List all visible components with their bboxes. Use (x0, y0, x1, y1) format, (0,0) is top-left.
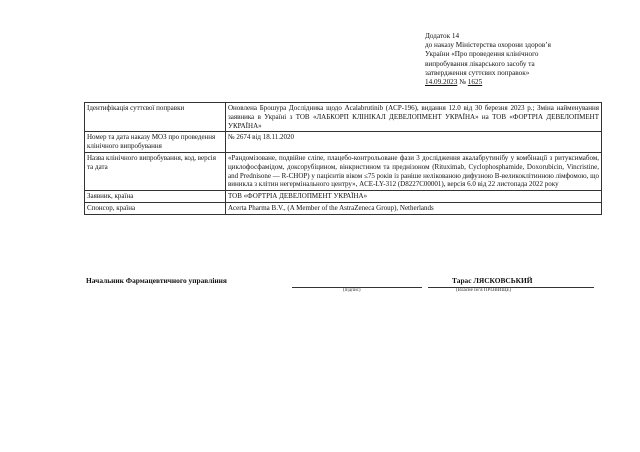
row-value: № 2674 від 18.11.2020 (226, 132, 602, 153)
order-date: 14.09.2023 (425, 78, 458, 87)
row-value: Оновлена Брошура Дослідника щодо Acalabrutinib (ACP-196), видання 12.0 від 30 березня 2023 р.; Зміна найменування заявника в Україні з ТОВ «ЛАБКОРП КЛІНІКАЛ ДЕВЕЛОПМЕНТ УКРАЇНА» на ТОВ «ФОРТРІА ДЕВЕЛОПМЕНТ УКРАЇНА» (226, 103, 602, 132)
row-label: Назва клінічного випробування, код, версія та дата (85, 152, 226, 190)
row-label: Спонсор, країна (85, 202, 226, 214)
table-row (85, 152, 602, 190)
row-value: «Рандомізоване, подвійне сліпе, плацебо-контрольоване фази 3 дослідження акалабрутинібу у комбінації з ритуксимабом, циклофосфамідом, доксорубіцином, вінкристином та преднізоном (Rituximab, Cyclophosphamide, Doxorubicin, Vincristine, and Prednisone — R-CHOP) у пацієнтів віком ≤75 років із раніше нелікованою дифузною В-великоклітинною лімфомою, що виникла з клітин негермінального центру», ACE-LY-312 (D8227C00001), версія 6.0 від 22 листопада 2022 року (226, 152, 602, 190)
table-row (85, 202, 602, 214)
table-row (85, 103, 602, 132)
appendix-title: Додаток 14 (425, 32, 460, 40)
appendix-line: України «Про проведення клінічного (425, 50, 539, 59)
row-value: Acerta Pharma B.V., (A Member of the AstraZeneca Group), Netherlands (226, 202, 602, 214)
row-value: ТОВ «ФОРТРІА ДЕВЕЛОПМЕНТ УКРАЇНА» (226, 191, 602, 203)
row-label: Номер та дата наказу МОЗ про проведення клінічного випробування (85, 132, 226, 153)
table-row (85, 132, 602, 153)
appendix-date-line (425, 78, 625, 87)
row-label: Заявник, країна (85, 191, 226, 203)
appendix-block (425, 32, 625, 87)
appendix-line: випробування лікарського засобу та (425, 59, 535, 68)
order-number: 1625 (467, 78, 483, 87)
amendment-table (84, 102, 602, 215)
signatory-name: Тарас ЛЯСКОВСЬКИЙ (452, 276, 533, 285)
row-label: Ідентифікація суттєвої поправки (85, 103, 226, 132)
order-no-prefix: № (459, 78, 466, 87)
table-row (85, 191, 602, 203)
signature-caption: (підпис) (343, 288, 361, 293)
signatory-position: Начальник Фармацевтичного управління (86, 276, 227, 285)
name-caption: (Власне ім’я ПРІЗВИЩЕ) (456, 288, 512, 293)
appendix-line: до наказу Міністерства охорони здоров’я (425, 41, 551, 50)
appendix-line: затвердження суттєвих поправок» (425, 68, 530, 77)
